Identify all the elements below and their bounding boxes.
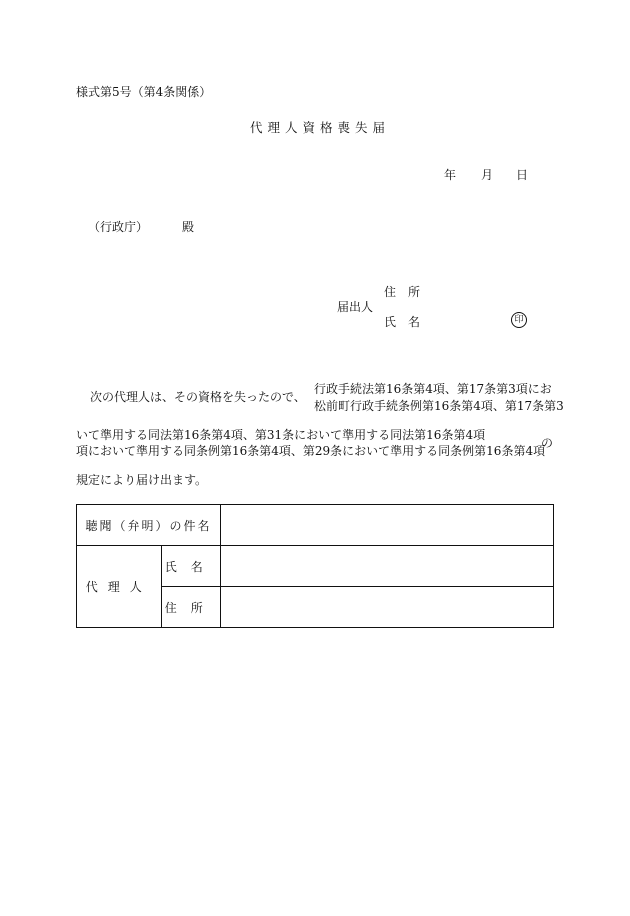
- body-text-law-continuation: いて準用する同法第16条第4項、第31条において準用する同法第16条第4項: [76, 428, 486, 442]
- agent-address-field[interactable]: [221, 587, 554, 628]
- body-text-law-option: 行政手続法第16条第4項、第17条第3項にお: [314, 382, 552, 396]
- case-title-field[interactable]: [221, 505, 554, 546]
- form-number: 様式第5号（第4条関係）: [76, 85, 212, 99]
- body-text-closing: 規定により届け出ます。: [76, 473, 208, 487]
- honorific: 殿: [182, 220, 195, 234]
- body-text-suffix: の: [541, 436, 554, 450]
- agent-name-field[interactable]: [221, 546, 554, 587]
- notifier-name-label: 氏 名: [384, 315, 421, 329]
- date-year-label: 年: [444, 168, 457, 182]
- table-row: [77, 505, 554, 546]
- date-day-label: 日: [516, 168, 529, 182]
- body-text-ordinance-option: 松前町行政手続条例第16条第4項、第17条第3: [314, 399, 564, 413]
- case-title-label: 聴聞（弁明）の件名: [77, 505, 221, 546]
- table-row: [77, 546, 554, 587]
- body-text-ordinance-continuation: 項において準用する同条例第16条第4項、第29条において準用する同条例第16条第4項: [76, 444, 546, 458]
- agent-info-table: [76, 504, 554, 628]
- agent-label: 代理人: [77, 546, 162, 628]
- seal-mark-icon: 印: [511, 312, 527, 328]
- document-title: 代理人資格喪失届: [249, 120, 390, 135]
- addressee-placeholder: （行政庁）: [88, 220, 149, 234]
- agent-address-label: 住所: [161, 587, 220, 628]
- body-text-intro: 次の代理人は、その資格を失ったので、: [90, 390, 306, 404]
- agent-name-label: 氏名: [161, 546, 220, 587]
- notifier-address-label: 住 所: [384, 285, 421, 299]
- notifier-label: 届出人: [337, 300, 374, 314]
- date-month-label: 月: [481, 168, 494, 182]
